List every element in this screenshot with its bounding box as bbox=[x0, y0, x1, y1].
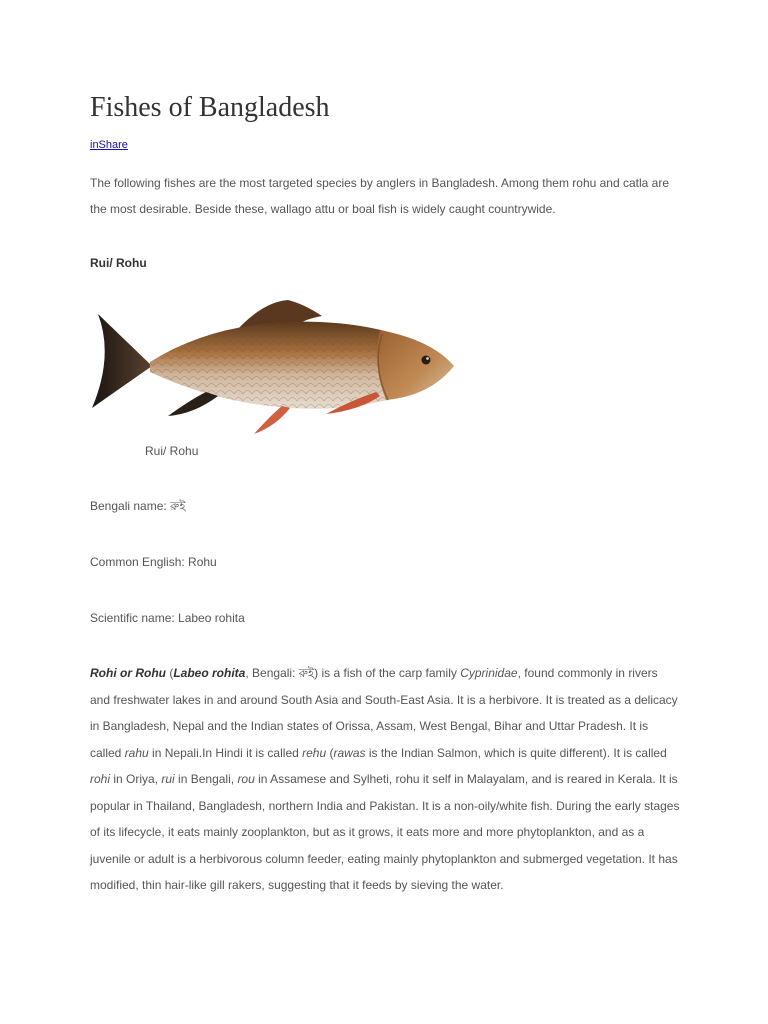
page-title: Fishes of Bangladesh bbox=[90, 92, 330, 123]
fish-eye bbox=[422, 356, 431, 365]
hindi-term: rehu bbox=[302, 745, 327, 760]
section-heading-rohu: Rui/ Rohu bbox=[90, 256, 147, 270]
intro-paragraph: The following fishes are the most targeted species by anglers in Bangladesh. Among them rohu and catla are the most desirable. Beside these, wallago attu or boal fish is widely caught countrywide. bbox=[90, 176, 670, 216]
common-english-name: Common English: Rohu bbox=[90, 555, 217, 569]
fish-head bbox=[377, 330, 454, 400]
bengali-term: rui bbox=[161, 772, 175, 786]
anal-fin bbox=[168, 392, 218, 416]
scientific-name-term: Labeo rohita bbox=[173, 666, 246, 680]
oriya-term: rohi bbox=[90, 772, 111, 786]
tail-fin bbox=[92, 314, 152, 408]
rawas-term: rawas bbox=[333, 745, 366, 760]
pelvic-fin bbox=[254, 406, 290, 434]
image-caption: Rui/ Rohu bbox=[145, 444, 199, 458]
description-paragraph: Rohi or Rohu (Labeo rohita, Bengali: রুই) is a fish of the carp family Cyprinidae, found commonly in rivers and freshwater lakes in and around South Asia and South-East Asia. It is a herbivore. It is treated as a delicacy in Bangladesh, Nepal and the Indian states of Orissa, Assam, West Bengal, Bihar and Uttar Pradesh. It is called rahu in Nepali.In Hindi it is called rehu (rawas is the Indian Salmon, which is quite different). It is called rohi in Oriya, rui in Bengali, rou in Assamese and Sylheti, rohu it self in Malayalam, and is reared in Kerala. It is popular in Thailand, Bangladesh, northern India and Pakistan. It is a non-oily/white fish. During the early stages of its lifecycle, it eats mainly zooplankton, but as it grows, it eats more and more phytoplankton, and as a juvenile or adult is a herbivorous column feeder, eating mainly phytoplankton and submerged vegetation. It has modified, thin hair-like gill rakers, suggesting that it feeds by sieving the water. bbox=[90, 666, 680, 892]
nepali-term: rahu bbox=[124, 745, 149, 760]
bengali-name: Bengali name: রুই bbox=[90, 499, 186, 513]
rohu-fish-image bbox=[90, 296, 460, 436]
family-term: Cyprinidae bbox=[460, 666, 518, 680]
common-name-term: Rohi or Rohu bbox=[90, 666, 166, 680]
inshare-link[interactable]: inShare bbox=[90, 139, 128, 151]
assamese-term: rou bbox=[237, 772, 255, 786]
scientific-name: Scientific name: Labeo rohita bbox=[90, 611, 245, 625]
